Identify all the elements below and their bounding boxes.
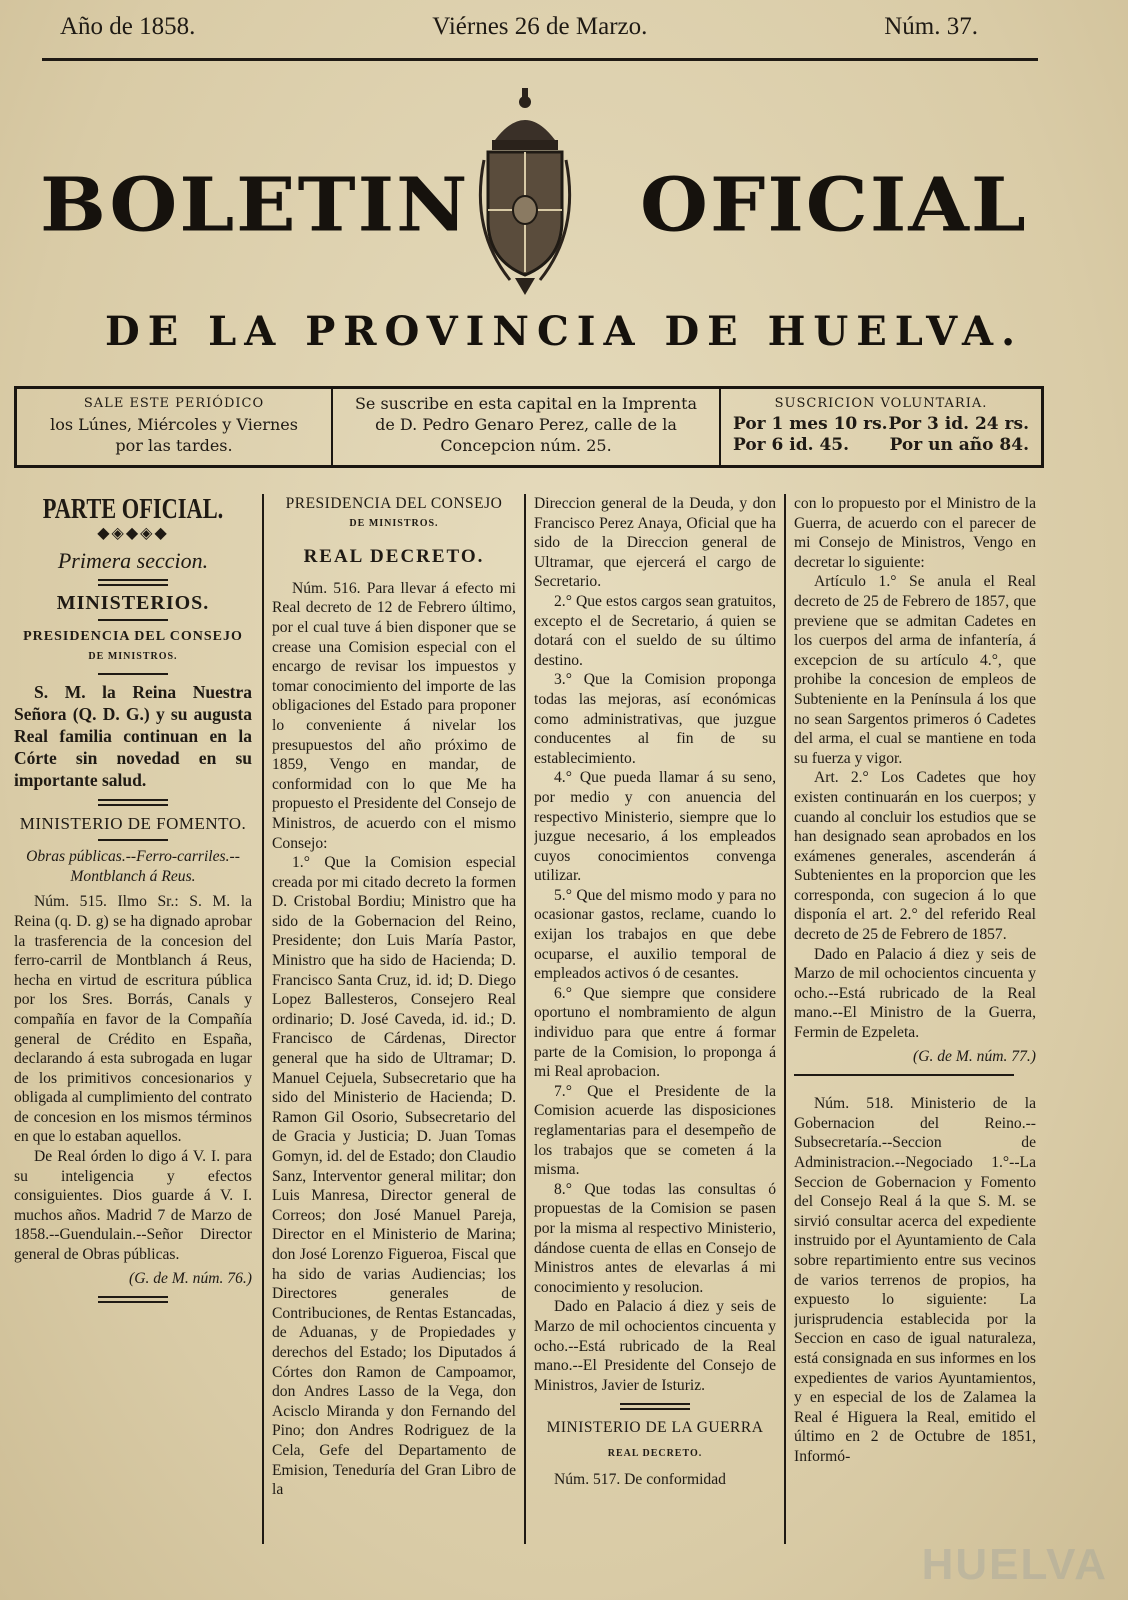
paragraph: 4.° Que pueda llamar á su seno, por medio y con anuencia del respectivo Ministerio, siempre que lo juzgue necesario, á los empleados cuyos conocimientos convenga utilizar. [534, 769, 776, 885]
header-line [60, 10, 978, 44]
divider [620, 1403, 690, 1410]
paragraph: Núm. 516. Para llevar á efecto mi Real decreto de 12 de Febrero último, por el cual tuve á bien disponer que se crease una Comision especial con el encargo de revisar los impuestos y tomar conocimiento del importe de las obligaciones del Estado para proponer lo conveniente á nivelar los presupuestos del año próximo de 1859, Vengo en mandar, de conformidad con lo que Me ha propuesto el Presidente del Consejo de Ministros, de acuerdo con el mismo Consejo: [272, 579, 516, 852]
schedule-heading: SALE ESTE PERIÓDICO [83, 396, 265, 411]
column-2 [272, 494, 516, 1584]
schedule-time: por las tardes. [115, 436, 233, 455]
royal-crest-icon [470, 80, 580, 300]
obras-subheading: Obras públicas.--Ferro-carriles.--Montblanch á Reus. [26, 848, 240, 885]
masthead-word-right: OFICIAL [640, 162, 1028, 249]
date-label: Viérnes 26 de Marzo. [432, 13, 648, 40]
price-1-year: Por un año 84. [889, 435, 1029, 455]
guerra-heading: MINISTERIO DE LA GUERRA [546, 1419, 764, 1437]
column-divider [784, 494, 786, 1544]
divider [98, 799, 168, 806]
schedule-days: los Lúnes, Miércoles y Viernes [50, 415, 298, 434]
top-rule [42, 58, 1038, 61]
fomento-heading: MINISTERIO DE FOMENTO. [19, 813, 247, 833]
paragraph: 8.° Que todas las consultas ó propuestas de la Comision se pasen por la misma al respectivo Ministerio, dándose cuenta de ellas en Consejo de Ministros antes de elevarlas á mi conocimiento y resolucion. [534, 1180, 776, 1296]
prices-heading: SUSCRICION VOLUNTARIA. [774, 396, 988, 411]
presidencia-subheading: DE MINISTROS. [349, 517, 439, 529]
subscription-address-cell [333, 389, 721, 465]
paragraph: Núm. 518. Ministerio de la Gobernacion del Reino.--Subsecretaría.--Seccion de Administracion.--Negociado 1.°--La Seccion de Gobernacion y Fomento del Consejo Real á la que S. M. se sirvió consultar acerca del expediente instruido por el Ayuntamiento de Cala sobre repartimiento entre sus vecinos de varios terrenos de propios, ha expuesto lo siguiente: La jurisprudencia establecida por la Seccion en caso de igual naturaleza, está consignada en sus informes en los expedientes de varios Ayuntamientos, y en especial de los de Zalamea la Real é Higuera la Real, emitido el último en 2 de Octubre de 1851, Informó- [794, 1095, 1036, 1465]
masthead-subtitle: DE LA PROVINCIA DE HUELVA. [105, 308, 1023, 355]
guerra-subheading: REAL DECRETO. [607, 1447, 703, 1459]
paragraph: Art. 2.° Los Cadetes que hoy existen continuarán en los cuerpos; y cuando al concluir los estudios que se han designado sean aprobados en los exámenes generales, ascenderán á Subtenientes en la proporcion que les corresponda, con sugecion á lo que disponía el art. 2.° del referido Real decreto de 25 de Febrero de 1857. [794, 769, 1036, 944]
column-4 [794, 494, 1036, 1584]
masthead-word-left: BOLETIN [40, 162, 470, 249]
paragraph: con lo propuesto por el Ministro de la Guerra, de acuerdo con el parecer de mi Consejo de Ministros, Vengo en decretar lo siguiente: [794, 495, 1036, 571]
divider [98, 619, 168, 621]
price-1-month: Por 1 mes 10 rs. [733, 414, 888, 434]
ornament: ◆◈◆◈◆ [97, 524, 169, 542]
presidencia-heading: PRESIDENCIA DEL CONSEJO [23, 629, 243, 645]
price-3-month: Por 3 id. 24 rs. [888, 414, 1029, 434]
presidencia-subheading: DE MINISTROS. [88, 650, 178, 662]
source-citation: (G. de M. núm. 77.) [913, 1047, 1036, 1065]
section-title-parte-oficial: PARTE OFICIAL. [42, 494, 224, 525]
divider [98, 839, 168, 841]
royal-health-notice: S. M. la Reina Nuestra Señora (Q. D. G.) y su augusta Real familia continuan en la Córte sin novedad en su importante salud. [14, 681, 252, 790]
section-subtitle: Primera seccion. [57, 548, 209, 574]
prices-cell [721, 389, 1041, 465]
article-columns [14, 494, 1054, 1584]
paragraph: 7.° Que el Presidente de la Comision acuerde las disposiciones reglamentarias para el desempeño de los trabajos que se cometen á la misma. [534, 1082, 776, 1179]
presidencia-heading: PRESIDENCIA DEL CONSEJO [285, 495, 503, 512]
paragraph: Artículo 1.° Se anula el Real decreto de 25 de Febrero de 1857, que previene que se admitan Cadetes en los cuerpos del arma de infantería, á excepcion de su artículo 4.°, que prohibe la concesion de empleos de Subteniente en la Península á los que no sean Sargentos primeros ó Cadetes del arma, el cual se mantiene en toda su fuerza y vigor. [794, 573, 1036, 767]
paragraph: De Real órden lo digo á V. I. para su inteligencia y efectos consiguientes. Dios guarde á V. I. muchos años. Madrid 7 de Marzo de 1858.--Guendulain.--Señor Director general de Obras públicas. [14, 1148, 252, 1264]
paragraph: Direccion general de la Deuda, y don Francisco Perez Anaya, Oficial que ha sido de la Direccion general de Ultramar, que ejercerá el cargo de Secretario. [534, 495, 776, 591]
paragraph: Dado en Palacio á diez y seis de Marzo de mil ochocientos cincuenta y ocho.--Está rubricado de la Real mano.--El Presidente del Consejo de Ministros, Javier de Isturiz. [534, 1298, 776, 1394]
paragraph: 2.° Que estos cargos sean gratuitos, excepto el de Secretario, á quien se dotará con el sueldo de su último destino. [534, 592, 776, 669]
divider [98, 1296, 168, 1303]
issue-number: Núm. 37. [884, 13, 978, 40]
address-line-1: Se suscribe en esta capital en la Imprenta [354, 394, 698, 413]
ministerios-heading: MINISTERIOS. [56, 591, 210, 614]
divider [794, 1074, 1014, 1076]
column-3 [534, 494, 776, 1584]
paragraph: 1.° Que la Comision especial creada por mi citado decreto la formen D. Cristobal Bordiu; Ministro que ha sido de la Gobernacion del Reino, Presidente; don Luis María Pastor, Ministro que ha sido de Hacienda; D. Francisco Santa Cruz, id. id; D. Diego Lopez Ballesteros, Consejero Real ordinario; D. José Caveda, id. id.; D. Francisco de Cárdenas, Director general que ha sido de Ultramar; D. Manuel Cejuela, Subsecretario que ha sido del Ministerio de Hacienda; D. Ramon Gil Osorio, Subsecretario del de Gracia y Justicia; D. Juan Tomas Gomyn, id. del de Estado; don Claudio Sanz, Interventor general militar; don Luis Manresa, Director general de Correos; don José Manuel Pareja, Director en el Ministerio de Marina; don José Lorenzo Figueroa, Fiscal que ha sido de varias Audiencias; los Directores generales de Contribuciones, de Rentas Estancadas, de Aduanas, y de Propiedades y derechos del Estado; los Diputados á Córtes don Ramon de Campoamor, don Andres Lasso de la Vega, don Acisclo Miranda y don Fernando del Pino; don Andres Rodriguez de la Cela, Gefe del Departamento de Emision, Teneduría del Gran Libro de la [272, 854, 516, 1499]
schedule-cell [17, 389, 333, 465]
real-decreto-heading: REAL DECRETO. [303, 546, 485, 568]
divider [98, 579, 168, 586]
divider [98, 673, 168, 675]
archive-watermark: HUELVA [921, 1540, 1108, 1589]
column-1 [14, 494, 252, 1584]
price-row [729, 414, 1033, 435]
source-citation: (G. de M. núm. 76.) [129, 1269, 252, 1287]
subscription-box [14, 386, 1044, 468]
paragraph: Dado en Palacio á diez y seis de Marzo de mil ochocientos cincuenta y ocho.--Está rubricado de la Real mano.--El Ministro de la Guerra, Fermin de Ezpeleta. [794, 945, 1036, 1042]
paragraph: 3.° Que la Comision proponga todas las mejoras, así económicas como administrativas, que juzgue conducentes al fin de su establecimiento. [534, 671, 776, 767]
paragraph: Núm. 517. De conformidad [554, 1470, 726, 1488]
year-label: Año de 1858. [60, 13, 196, 40]
paragraph: Núm. 515. Ilmo Sr.: S. M. la Reina (q. D. g) se ha dignado aprobar la trasferencia de la concesion del ferro-carril de Montblanch á Reus, hecha en virtud de escritura pública por los Sres. Borrás, Canals y compañía en favor de la Compañía general de Crédito en España, declarando á esta subrogada en lugar de los primitivos concesionarios y obligada al cumplimiento del contrato de concesion en los mismos términos en que lo estaban aquellos. [14, 893, 252, 1146]
price-6-month: Por 6 id. 45. [733, 435, 850, 455]
address-line-3: Concepcion núm. 25. [440, 436, 612, 455]
price-row [729, 435, 1033, 456]
column-divider [524, 494, 526, 1544]
paragraph: 5.° Que del mismo modo y para no ocasionar gastos, reclame, cuando lo exijan los trabajos en que debe ocuparse, el auxilio temporal de empleados activos ó de cesantes. [534, 886, 776, 983]
column-divider [262, 494, 264, 1544]
paragraph: 6.° Que siempre que considere oportuno el nombramiento de algun individuo para que entre á formar parte de la Comision, lo proponga á mi Real aprobacion. [534, 984, 776, 1081]
address-line-2: de D. Pedro Genaro Perez, calle de la [375, 415, 677, 434]
